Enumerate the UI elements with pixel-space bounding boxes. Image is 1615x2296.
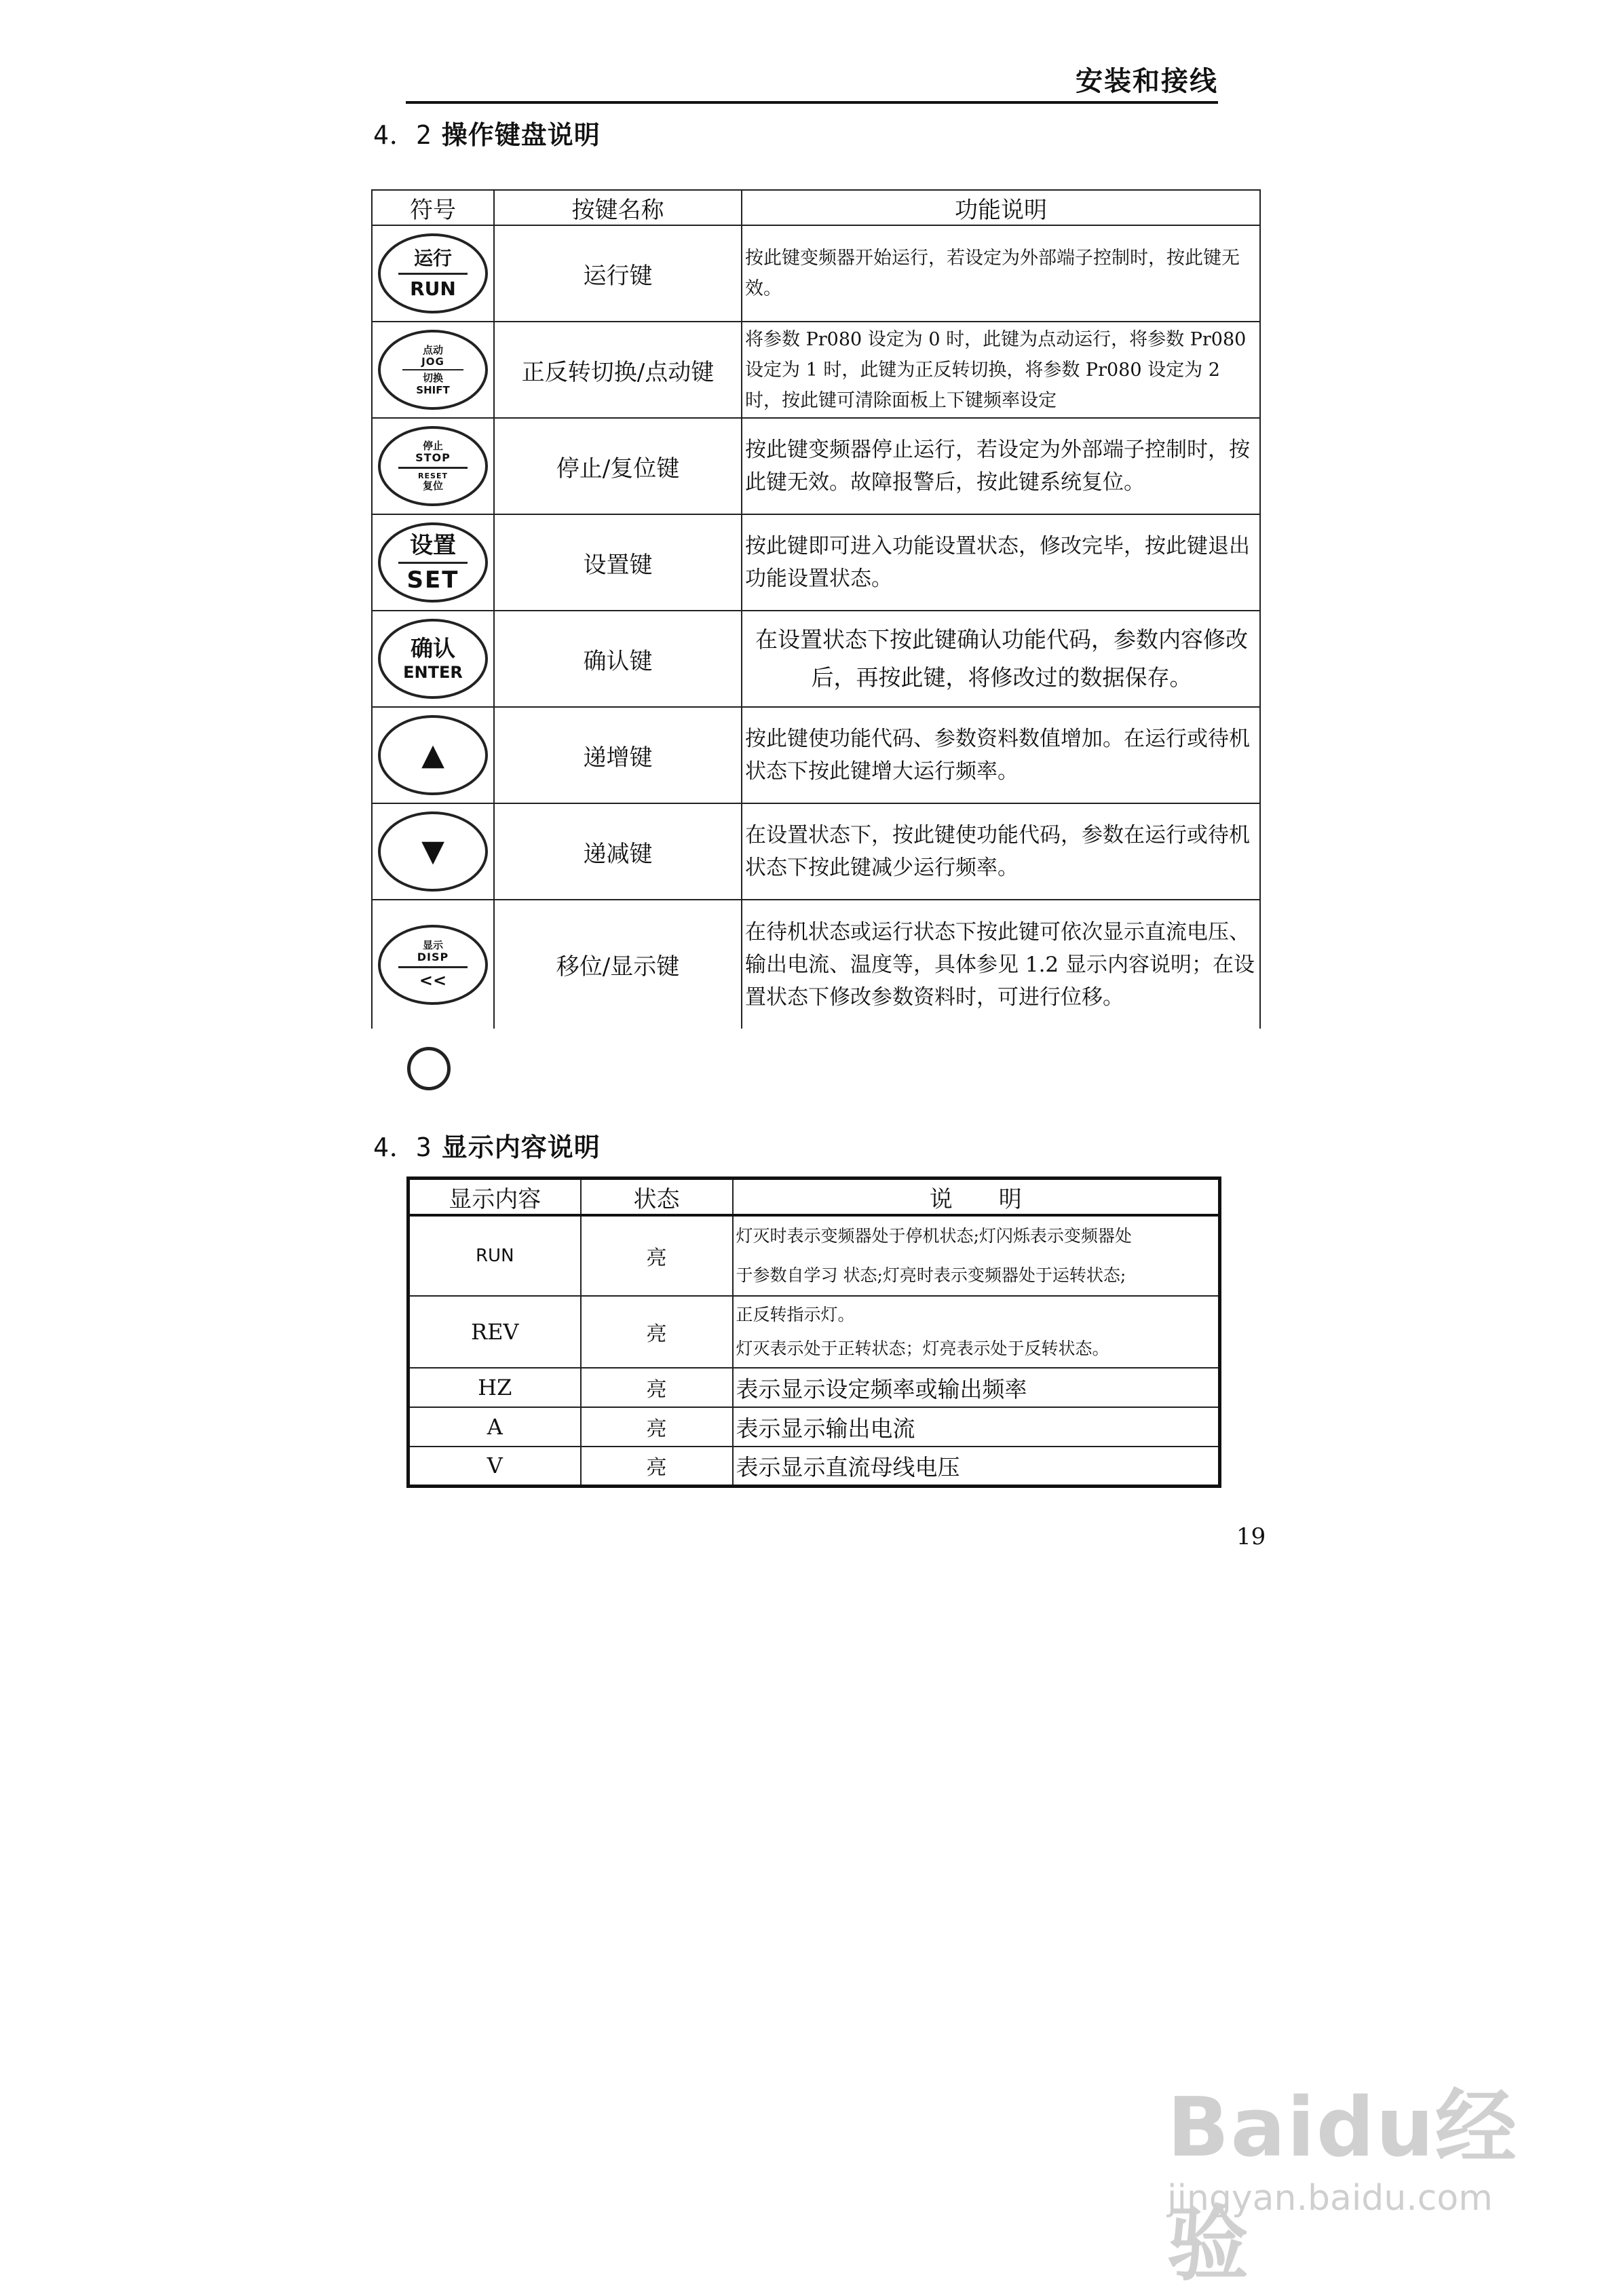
- display-state: 亮: [581, 1407, 733, 1447]
- decrement-key-icon: [378, 811, 488, 892]
- key-symbol-cell: [372, 514, 494, 611]
- table-row: [372, 611, 1260, 707]
- display-state: 亮: [581, 1368, 733, 1407]
- display-table: [406, 1176, 1221, 1488]
- section-number: 4．2: [373, 120, 432, 150]
- display-description: 表示显示设定频率或输出频率: [733, 1368, 1220, 1407]
- key-name: 正反转切换/点动键: [494, 322, 742, 418]
- display-item: A: [408, 1407, 581, 1447]
- key-description: 在设置状态下按此键确认功能代码，参数内容修改后，再按此键，将修改过的数据保存。: [742, 611, 1260, 707]
- display-item: HZ: [408, 1368, 581, 1407]
- display-item: REV: [408, 1296, 581, 1368]
- key-name: 递增键: [494, 707, 742, 803]
- key-name: 递减键: [494, 803, 742, 900]
- column-header: 按键名称: [494, 190, 742, 225]
- key-description: 按此键使功能代码、参数资料数值增加。在运行或待机状态下按此键增大运行频率。: [742, 707, 1260, 803]
- key-description: 在待机状态或运行状态下按此键可依次显示直流电压、输出电流、温度等，具体参见 1.2 显示内容说明；在设置状态下修改参数资料时，可进行位移。: [742, 900, 1260, 1029]
- key-description: 将参数 Pr080 设定为 0 时，此键为点动运行，将参数 Pr080 设定为 1 时，此键为正反转切换，将参数 Pr080 设定为 2 时，按此键可清除面板上下键频率设定: [742, 322, 1260, 418]
- table-row: [372, 322, 1260, 418]
- section-heading: 显示内容说明: [441, 1132, 601, 1162]
- display-description: 表示显示输出电流: [733, 1407, 1220, 1447]
- table-row: [408, 1215, 1220, 1296]
- display-state: 亮: [581, 1296, 733, 1368]
- column-header: 显示内容: [408, 1179, 581, 1216]
- key-description: 按此键变频器停止运行，若设定为外部端子控制时，按此键无效。故障报警后，按此键系统复位。: [742, 418, 1260, 514]
- display-state: 亮: [581, 1447, 733, 1486]
- table-row: [408, 1447, 1220, 1486]
- set-key-icon: 设置 SET: [378, 522, 488, 602]
- header-rule: [406, 101, 1218, 104]
- key-name: 确认键: [494, 611, 742, 707]
- key-description: 在设置状态下，按此键使功能代码，参数在运行或待机状态下按此键减少运行频率。: [742, 803, 1260, 900]
- circle-icon: [407, 1047, 451, 1090]
- table-row: [372, 225, 1260, 322]
- increment-key-icon: [378, 715, 488, 795]
- key-description: 按此键即可进入功能设置状态，修改完毕，按此键退出功能设置状态。: [742, 514, 1260, 611]
- key-symbol-cell: [372, 900, 494, 1029]
- run-key-icon: 运行 RUN: [378, 233, 488, 313]
- key-symbol-cell: [372, 611, 494, 707]
- section-number: 4．3: [373, 1132, 432, 1162]
- key-name: 设置键: [494, 514, 742, 611]
- column-header: 说 明: [733, 1179, 1220, 1216]
- display-description: 正反转指示灯。 灯灭表示处于正转状态；灯亮表示处于反转状态。: [733, 1296, 1220, 1368]
- table-row: [372, 707, 1260, 803]
- display-state: 亮: [581, 1215, 733, 1296]
- section-title-display: [373, 1126, 601, 1164]
- triangle-up-icon: ▲: [421, 738, 444, 772]
- enter-key-icon: 确认 ENTER: [378, 619, 488, 699]
- display-description: 灯灭时表示变频器处于停机状态;灯闪烁表示变频器处 于参数自学习 状态;灯亮时表示变频器处于运转状态;: [733, 1215, 1220, 1296]
- table-row: [372, 514, 1260, 611]
- table-row: [372, 900, 1260, 1029]
- display-item: V: [408, 1447, 581, 1486]
- display-description: 表示显示直流母线电压: [733, 1447, 1220, 1486]
- key-name: 移位/显示键: [494, 900, 742, 1029]
- table-row: [408, 1407, 1220, 1447]
- table-row: [408, 1368, 1220, 1407]
- column-header: 符号: [372, 190, 494, 225]
- key-symbol-cell: [372, 225, 494, 322]
- key-symbol-cell: [372, 803, 494, 900]
- table-row: [408, 1296, 1220, 1368]
- table-header-row: [372, 190, 1260, 225]
- key-symbol-cell: [372, 418, 494, 514]
- header-title: 安装和接线: [1076, 66, 1218, 97]
- watermark: [1113, 2042, 1534, 2292]
- display-item: RUN: [408, 1215, 581, 1296]
- table-header-row: [408, 1179, 1220, 1216]
- key-symbol-cell: [372, 707, 494, 803]
- key-name: 运行键: [494, 225, 742, 322]
- keyboard-table: [371, 189, 1261, 1029]
- key-description: 按此键变频器开始运行，若设定为外部端子控制时，按此键无效。: [742, 225, 1260, 322]
- section-title-keyboard: [373, 114, 601, 151]
- stop-reset-key-icon: 停止 STOP RESET 复位: [378, 426, 488, 506]
- table-row: [372, 418, 1260, 514]
- table-row: [372, 803, 1260, 900]
- page-number: 19: [1236, 1523, 1266, 1550]
- key-name: 停止/复位键: [494, 418, 742, 514]
- section-heading: 操作键盘说明: [441, 120, 601, 150]
- display-shift-key-icon: 显示 DISP <<: [378, 925, 488, 1005]
- column-header: 状态: [581, 1179, 733, 1216]
- watermark-url: jingyan.baidu.com: [1167, 2178, 1493, 2219]
- triangle-down-icon: ▼: [421, 834, 444, 868]
- column-header: 功能说明: [742, 190, 1260, 225]
- jog-shift-key-icon: 点动 JOG 切换 SHIFT: [378, 330, 488, 410]
- key-symbol-cell: [372, 322, 494, 418]
- watermark-logo: Baidu经验: [1167, 2081, 1518, 2292]
